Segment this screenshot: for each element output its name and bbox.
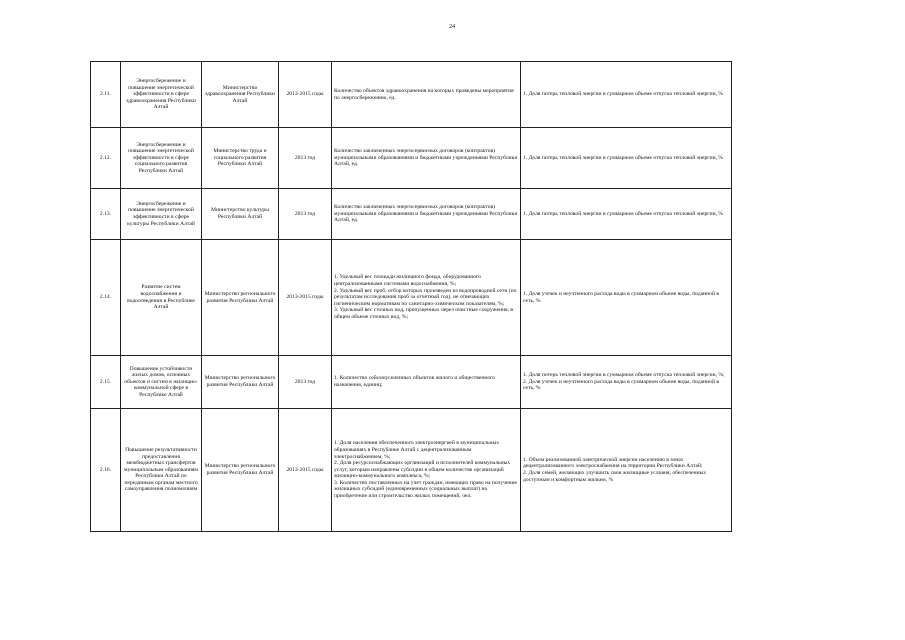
indicator-line: 2. Доля ресурсоснабжающих организаций и исполнителей коммунальных услуг, которым направлены субсидии в общем количестве организаций жилищно-коммунального комплекса, %; — [334, 460, 511, 480]
direction-cell: Энергосбережение и повышение энергетической эффективности в сфере культуры Республики Алтай — [121, 189, 202, 240]
indicator-line: Количество заключенных энергосервисных договоров (контрактов) муниципальными образованиями и бюджетными учреждениями Республики Алтай, ед. — [334, 204, 518, 224]
direction-cell: Повышение устойчивости жилых домов, основных объектов и систем в жилищно-коммунальной сфере в Республике Алтай — [121, 356, 202, 409]
table-row — [91, 240, 732, 356]
table-body — [91, 62, 732, 532]
targets-cell — [521, 189, 732, 240]
indicator-line: 3. Удельный вес сточных вод, пропущенных через очистные сооружения, в общем объеме сточных вод, %; — [334, 307, 514, 320]
direction-cell: Энергосбережение и повышение энергетической эффективности в сфере здравоохранения Республики Алтай — [121, 62, 202, 128]
direction-cell: Энергосбережение и повышение энергетической эффективности в сфере социального развития Республики Алтай — [121, 128, 202, 189]
row-number-cell: 2.16. — [91, 409, 121, 532]
executor-cell: Министерство труда и социального развития Республики Алтай — [202, 128, 279, 189]
target-line: 1. Доля потерь тепловой энергии в суммарном объеме отпуска тепловой энергии, %; — [523, 372, 725, 379]
table-row — [91, 128, 732, 189]
target-line: 2. Доля утечек и неучтенного расхода воды в суммарном объеме воды, поданной в сеть, % — [523, 378, 719, 392]
indicator-line: Количество заключенных энергосервисных договоров (контрактов) муниципальными образованиями и бюджетными учреждениями Республики Алтай, ед. — [334, 148, 518, 168]
indicators-cell — [332, 409, 521, 532]
program-table — [90, 61, 732, 532]
row-number-cell: 2.14. — [91, 240, 121, 356]
indicator-line: Количество объектов здравоохранения на которых проведены мероприятия по энергосбережению, ед. — [334, 87, 514, 101]
indicator-line: 1. Доля населения обеспеченного электроэнергией в муниципальных образованиях в Республике Алтай с децентрализованным электроснабжением, %; — [334, 440, 500, 460]
indicators-cell — [332, 189, 521, 240]
table-row — [91, 409, 732, 532]
target-line: 2. Доля семей, желающих улучшить свои жилищные условия, обеспеченных доступным и комфортным жильем, % — [523, 470, 707, 483]
table-row — [91, 189, 732, 240]
targets-cell — [521, 128, 732, 189]
row-number-cell: 2.12. — [91, 128, 121, 189]
indicators-cell — [332, 62, 521, 128]
indicator-line: 1. Удельный вес площади жилищного фонда, оборудованного централизованными системами водоснабжения, %; — [334, 274, 481, 288]
target-line: 1. Доля потерь тепловой энергии в суммарном объеме отпуска тепловой энергии, % — [523, 210, 724, 217]
target-line: 1. Доля утечек и неучтенного расхода воды в суммарном объеме воды, поданной в сеть, % — [523, 290, 719, 304]
indicators-cell — [332, 128, 521, 189]
executor-cell: Министерство регионального развития Республики Алтай — [202, 240, 279, 356]
term-cell: 2013-2015 годы — [279, 409, 332, 532]
targets-cell — [521, 356, 732, 409]
term-cell: 2013-2015 годы — [279, 240, 332, 356]
indicators-cell — [332, 240, 521, 356]
term-cell: 2013 год — [279, 128, 332, 189]
indicator-line: 2. Удельный вес проб, отбор которых произведен из водопроводной сети (по результатам исследования проб за отчетный год), не отвечающих гигиеническим нормативам по санитарно-химическим показателям, %; — [334, 287, 517, 307]
executor-cell: Министерство регионального развития Республики Алтай — [202, 409, 279, 532]
target-line: 1. Объем реализованной электрической энергии населению в зонах децентрализованного электроснабжения на территории Республики Алтай; — [523, 456, 703, 470]
table-row — [91, 62, 732, 128]
term-cell: 2013 год — [279, 356, 332, 409]
executor-cell: Министерство регионального развития Республики Алтай — [202, 356, 279, 409]
targets-cell — [521, 409, 732, 532]
table-row — [91, 356, 732, 409]
target-line: 1. Доля потерь тепловой энергии в суммарном объеме отпуска тепловой энергии, % — [523, 91, 724, 98]
executor-cell: Министерство здравоохранения Республики Алтай — [202, 62, 279, 128]
targets-cell — [521, 62, 732, 128]
indicators-cell — [332, 356, 521, 409]
executor-cell: Министерство культуры Республики Алтай — [202, 189, 279, 240]
indicator-line: 3. Количество поставленных на учет граждан, имеющих право на получение жилищных субсидий (единовременных (социальных выплат) на приобретение или строительство жилых помещений, чел. — [334, 479, 517, 500]
direction-cell: Повышение результативности предоставления межбюджетных трансфертов муниципальным образованиям Республики Алтай по переданным органам местного самоуправления полномочиям — [121, 409, 202, 532]
target-line: 1. Доля потерь тепловой энергии в суммарном объеме отпуска тепловой энергии, % — [523, 154, 724, 161]
targets-cell — [521, 240, 732, 356]
direction-cell: Развитие систем водоснабжения и водоотведения в Республике Алтай — [121, 240, 202, 356]
row-number-cell: 2.13. — [91, 189, 121, 240]
term-cell: 2013 год — [279, 189, 332, 240]
indicator-line: 1. Количество сейсмоусиленных объектов жилого и общественного назначения, единиц; — [334, 375, 496, 388]
row-number-cell: 2.15. — [91, 356, 121, 409]
page-number: 24 — [449, 24, 455, 30]
term-cell: 2013-2015 годы — [279, 62, 332, 128]
row-number-cell: 2.11. — [91, 62, 121, 128]
